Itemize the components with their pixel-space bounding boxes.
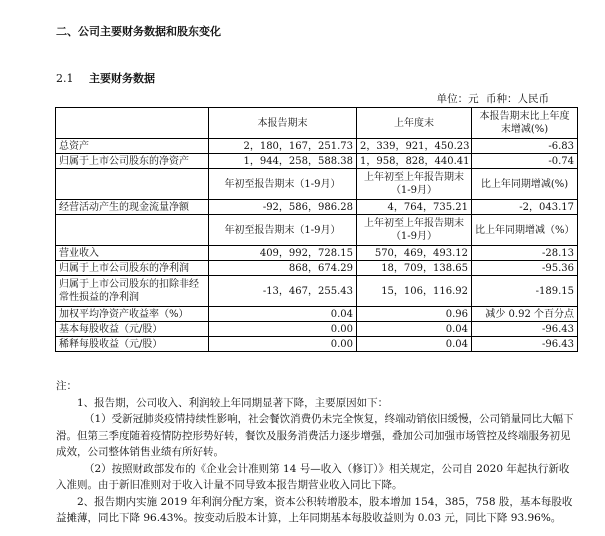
- header-cell: [56, 169, 209, 200]
- table-row: [56, 276, 578, 307]
- subsection-label: 主要财务数据: [89, 72, 155, 85]
- cell-value: 2，339，921，450.23: [357, 139, 472, 154]
- note-paragraph: 1、报告期，公司收入、利润较上年同期显著下降，主要原因如下：: [77, 396, 389, 409]
- cell-value: 0.96: [357, 307, 472, 322]
- table-header-row: [56, 215, 578, 246]
- unit-line: [433, 91, 549, 106]
- table-row: [56, 307, 578, 322]
- table-row: [56, 322, 578, 337]
- table-row: [56, 139, 578, 154]
- cell-value: 0.04: [357, 337, 472, 352]
- header-cell: 比上年同期增减(%): [472, 169, 578, 200]
- cell-value: -96.43: [472, 322, 578, 337]
- row-label: 加权平均净资产收益率（%）: [56, 307, 209, 322]
- subsection-title: [56, 70, 155, 86]
- header-cell: [56, 108, 209, 139]
- cell-value: 2，180，167，251.73: [209, 139, 357, 154]
- cell-value: 1，958，828，440.41: [357, 154, 472, 169]
- table-header-row: [56, 169, 578, 200]
- header-cell: 上年初至上年报告期末（1-9月）: [357, 215, 472, 246]
- cell-value: -0.74: [472, 154, 578, 169]
- table-row: [56, 246, 578, 261]
- table-header-row: [56, 108, 578, 139]
- cell-value: 0.04: [357, 322, 472, 337]
- note-paragraph: 2、报告期内实施 2019 年利润分配方案，资本公积转增股本，股本增加 154，385，758 股，基本每股收益摊薄，同比下降 96.43%。按变动后股本计算，上年同期基本每股收益则为 0.03 元，同比下降 93.96%。: [56, 495, 573, 524]
- header-cell: 上年初至上年报告期末（1-9月）: [357, 169, 472, 200]
- row-label: 营业收入: [56, 246, 209, 261]
- header-cell: 本报告期末比上年度末增减(%): [472, 108, 578, 139]
- row-label: 归属于上市公司股东的净利润: [56, 261, 209, 276]
- financial-data-table: [55, 107, 578, 352]
- row-label: 归属于上市公司股东的净资产: [56, 154, 209, 169]
- subsection-number: 2.1: [56, 72, 74, 85]
- table-row: [56, 337, 578, 352]
- note-paragraph: （2）按照财政部发布的《企业会计准则第 14 号—收入（修订）》相关规定，公司自 2020 年起执行新收入准则。由于新旧准则对于收入计量不同导致本报告期营业收入同比下降。: [56, 462, 570, 491]
- table-row: [56, 200, 578, 215]
- table-row: [56, 154, 578, 169]
- notes-section: [56, 378, 576, 527]
- cell-value: 减少 0.92 个百分点: [472, 307, 578, 322]
- cell-value: -13，467，255.43: [209, 276, 357, 307]
- notes-label: 注：: [56, 380, 77, 392]
- section-title: 二、公司主要财务数据和股东变化: [56, 25, 221, 38]
- table-row: [56, 261, 578, 276]
- cell-value: -2，043.17: [472, 200, 578, 215]
- row-label: 经营活动产生的现金流量净额: [56, 200, 209, 215]
- header-cell: 比上年同期增减（%）: [472, 215, 578, 246]
- cell-value: -96.43: [472, 337, 578, 352]
- currency-label: 币种：人民币: [486, 93, 549, 105]
- header-cell: 年初至报告期末（1-9月）: [209, 215, 357, 246]
- header-cell: 年初至报告期末（1-9月）: [209, 169, 357, 200]
- cell-value: -189.15: [472, 276, 578, 307]
- cell-value: 0.04: [209, 307, 357, 322]
- cell-value: 570，469，493.12: [357, 246, 472, 261]
- cell-value: -28.13: [472, 246, 578, 261]
- unit-label: 单位：元: [436, 93, 479, 105]
- header-cell: 本报告期末: [209, 108, 357, 139]
- cell-value: 4，764，735.21: [357, 200, 472, 215]
- row-label: 总资产: [56, 139, 209, 154]
- cell-value: 409，992，728.15: [209, 246, 357, 261]
- cell-value: 1，944，258，588.38: [209, 154, 357, 169]
- note-paragraph: （1）受新冠肺炎疫情持续性影响，社会餐饮消费仍未完全恢复，终端动销依旧缓慢，公司销量同比大幅下滑。但第三季度随着疫情防控形势好转，餐饮及服务消费活力逐步增强，叠加公司加强市场管控及终端服务初见成效，公司整体销售业绩有所好转。: [56, 413, 574, 458]
- header-cell: [56, 215, 209, 246]
- row-label: 稀释每股收益（元/股）: [56, 337, 209, 352]
- cell-value: 15，106，116.92: [357, 276, 472, 307]
- cell-value: 0.00: [209, 337, 357, 352]
- cell-value: 18，709，138.65: [357, 261, 472, 276]
- cell-value: -92，586，986.28: [209, 200, 357, 215]
- cell-value: -6.83: [472, 139, 578, 154]
- cell-value: 0.00: [209, 322, 357, 337]
- header-cell: 上年度末: [357, 108, 472, 139]
- cell-value: 868，674.29: [209, 261, 357, 276]
- row-label: 基本每股收益（元/股）: [56, 322, 209, 337]
- row-label: 归属于上市公司股东的扣除非经常性损益的净利润: [56, 276, 209, 307]
- cell-value: -95.36: [472, 261, 578, 276]
